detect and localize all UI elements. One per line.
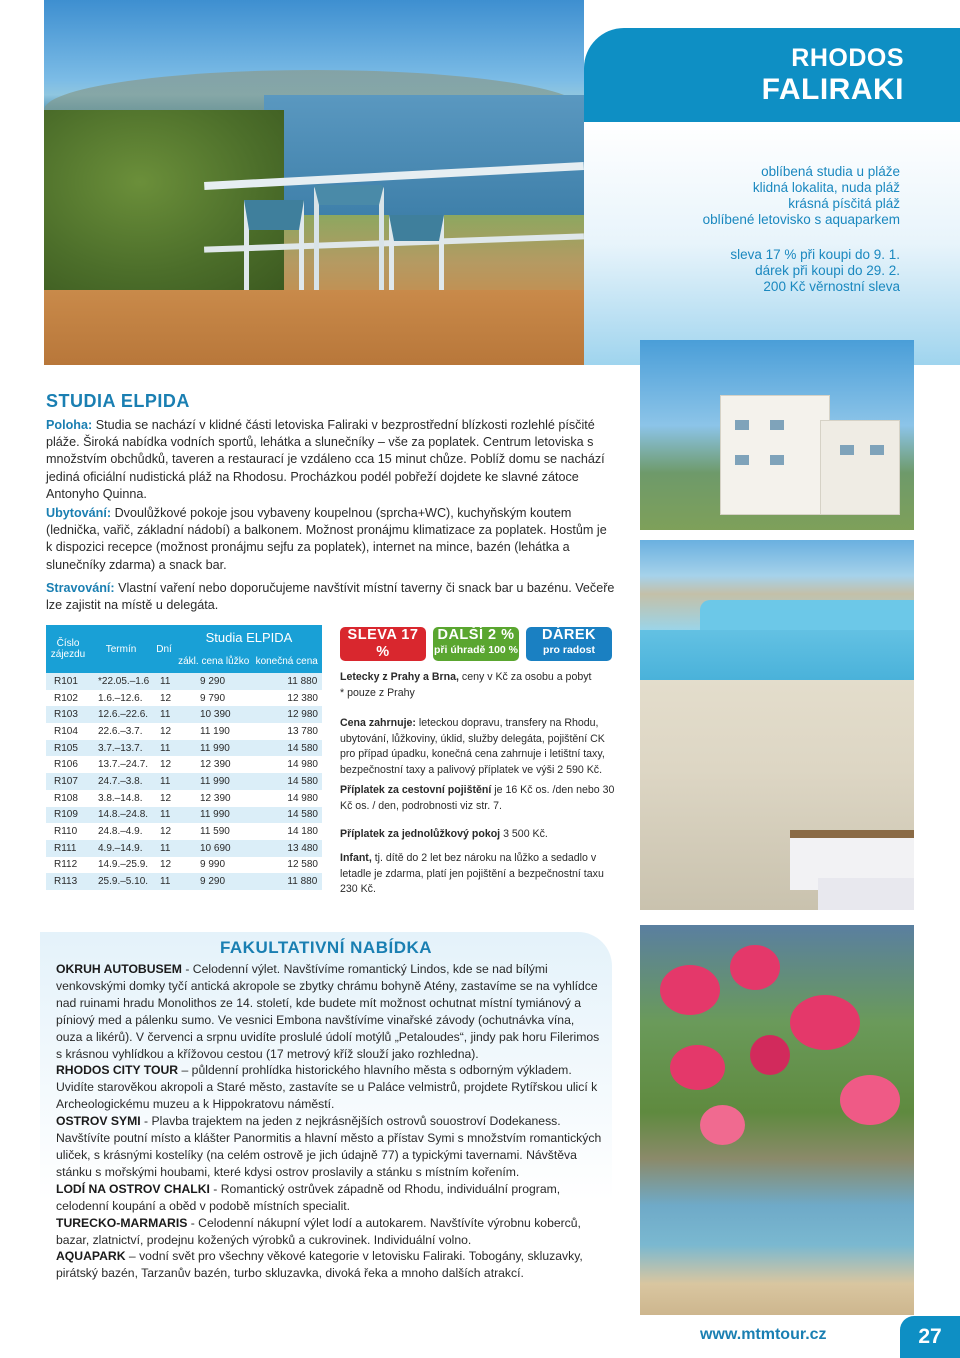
- highlight-item: krásná písčitá pláž: [788, 196, 900, 211]
- optional-trip: [56, 1215, 604, 1249]
- cell-days: 11: [152, 706, 176, 723]
- cell-term: 24.8.–4.9.: [90, 823, 152, 840]
- board-text: Vlastní vaření nebo doporučujeme navštívit místní taverny či snack bar u bazénu. Večeře lze zajistit na místě u delegáta.: [46, 581, 615, 613]
- hotel-name: STUDIA ELPIDA: [46, 391, 190, 411]
- cell-days: 11: [152, 773, 176, 790]
- cell-final-price: 14 580: [251, 740, 322, 757]
- discount-item: sleva 17 % při koupi do 9. 1.: [730, 247, 900, 262]
- cell-base-price: 9 290: [176, 873, 251, 890]
- trip-description: - Plavba trajektem na jeden z nejkrásnějších ostrovů souostroví Dodekaness. Navštívíte poutní místo a klášter Panormitis a hlavní město a přístav Symi s množstvím romantických uliček, s krásnými kostelíky (na celém ostrově je jich údajně 77) a typickými tavernami. Návštěva stánku s mořskými houbami, které kdysi ostrov proslavily a stánku s místním kořením.: [56, 1114, 602, 1179]
- resort-title: FALIRAKI: [761, 73, 904, 106]
- badge-title: SLEVA 17 %: [347, 627, 419, 660]
- side-panel: [584, 122, 960, 365]
- trip-description: - Celodenní výlet. Navštívíme romantický Lindos, kde se nad bílými venkovskými domky tyčí antická akropole se zbytky chrámu bohyně Atény, zastavíme se na vyhlídce nad ruinami hradu Monolithos ze 14. století, kde budete mít možnost ochutnat místní tymiánový a píniový med a pálenku sumo. Ve vesnici Embona navštívíme vinařské závody (ochutnávka vína, ouza a likérů). V červenci a srpnu uvidíte proslulé údolí motýlů „Petaloudes“, jindy pak horu Filerimos s krásnou vyhlídkou a křížovou cestou (17 metrový kříž slouží jako rozhledna).: [56, 962, 600, 1061]
- hotel-column-header: Studia ELPIDA: [176, 625, 322, 649]
- cell-term: 25.9.–5.10.: [90, 873, 152, 890]
- single-room-info: [340, 827, 616, 843]
- cell-term: 24.7.–3.8.: [90, 773, 152, 790]
- cell-tour-number: R112: [46, 857, 90, 874]
- highlight-item: klidná lokalita, nuda pláž: [752, 180, 900, 195]
- accommodation-paragraph: [46, 505, 616, 574]
- accommodation-label: Ubytování:: [46, 506, 112, 520]
- col-final-price-header: konečná cena: [251, 649, 322, 673]
- destination-title: [584, 28, 960, 122]
- cell-final-price: 14 580: [251, 807, 322, 824]
- col-term-header: Termín: [90, 625, 152, 673]
- cell-term: *22.05.–1.6: [90, 673, 152, 690]
- optional-trips-title: FAKULTATIVNÍ NABÍDKA: [219, 938, 433, 957]
- cell-days: 11: [152, 673, 176, 690]
- highlight-item: oblíbené letovisko s aquaparkem: [702, 212, 900, 227]
- trip-description: - Celodenní nákupní výlet lodí a autokarem. Navštívíte výrobnu koberců, bazar, zlatnictví, prodejnu kožených výrobků a cukrovinek. Individuální volno.: [56, 1215, 581, 1247]
- price-includes-info: [340, 716, 616, 778]
- table-row: [46, 807, 322, 824]
- region-title: RHODOS: [791, 44, 904, 72]
- col-number-header: Číslo zájezdu: [46, 625, 90, 673]
- table-row: [46, 857, 322, 874]
- cell-final-price: 13 780: [251, 723, 322, 740]
- cell-tour-number: R107: [46, 773, 90, 790]
- cell-final-price: 12 980: [251, 706, 322, 723]
- table-row: [46, 840, 322, 857]
- table-row: [46, 756, 322, 773]
- cell-base-price: 11 990: [176, 773, 251, 790]
- cell-base-price: 11 990: [176, 807, 251, 824]
- optional-trip: [56, 961, 604, 1062]
- infant-label: Infant,: [340, 852, 372, 864]
- trip-name: TURECKO-MARMARIS: [56, 1215, 188, 1230]
- cell-term: 14.8.–24.8.: [90, 807, 152, 824]
- badge-subtitle: při úhradě 100 %: [433, 644, 519, 656]
- table-row: [46, 673, 322, 690]
- board-label: Stravování:: [46, 581, 115, 595]
- photo-flowers-beach: [640, 925, 914, 1315]
- cell-tour-number: R104: [46, 723, 90, 740]
- location-paragraph: [46, 417, 616, 503]
- col-days-header: Dní: [152, 625, 176, 673]
- cell-days: 11: [152, 740, 176, 757]
- insurance-text: je 16 Kč os. /den nebo 30 Kč os. / den, podrobnosti viz str. 7.: [340, 784, 615, 812]
- badge-subtitle: při koupi do 9. 1.: [341, 661, 425, 673]
- price-includes-text: leteckou dopravu, transfery na Rhodu, ubytování, lůžkoviny, úklid, služby delegáta, pojištění CK pro případ úpadku, konečná cena zahrnuje i letištní taxy, bezpečnostní taxy a palivový příplatek ve výši 2 590 Kč.: [340, 717, 605, 776]
- cell-term: 1.6.–12.6.: [90, 690, 152, 707]
- cell-tour-number: R105: [46, 740, 90, 757]
- badge-title: DALŠÍ 2 %: [437, 627, 515, 643]
- insurance-info: [340, 783, 616, 814]
- cell-base-price: 12 390: [176, 790, 251, 807]
- gift-badge: [526, 627, 612, 661]
- cell-base-price: 9 290: [176, 673, 251, 690]
- cell-base-price: 11 190: [176, 723, 251, 740]
- cell-base-price: 10 690: [176, 840, 251, 857]
- table-row: [46, 706, 322, 723]
- cell-tour-number: R101: [46, 673, 90, 690]
- accommodation-text: Dvoulůžkové pokoje jsou vybaveny koupelnou (sprcha+WC), kuchyňským koutem (lednička, vařič, základní nádobí) a balkonem. Možnost pronájmu klimatizace za poplatek. Hostům je k dispozici recepce (možnost pronájmu sejfu za poplatek), internet na mince, bazén (lehátka a slunečníky zdarma) a snack bar.: [46, 506, 607, 572]
- discounts-list: [584, 247, 900, 295]
- cell-tour-number: R102: [46, 690, 90, 707]
- table-row: [46, 723, 322, 740]
- extra-discount-badge: [433, 627, 519, 661]
- cell-days: 12: [152, 756, 176, 773]
- cell-base-price: 9 990: [176, 857, 251, 874]
- location-label: Poloha:: [46, 418, 93, 432]
- flights-text: ceny v Kč za osobu a pobyt: [461, 671, 592, 683]
- insurance-label: Příplatek za cestovní pojištění: [340, 784, 492, 796]
- trip-name: OKRUH AUTOBUSEM: [56, 962, 182, 976]
- discount-badge: [340, 627, 426, 673]
- cell-tour-number: R109: [46, 807, 90, 824]
- cell-base-price: 11 590: [176, 823, 251, 840]
- badge-subtitle: pro radost: [543, 644, 595, 656]
- cell-final-price: 12 580: [251, 857, 322, 874]
- page-number: 27: [900, 1316, 960, 1358]
- single-room-label: Příplatek za jednolůžkový pokoj: [340, 828, 501, 840]
- cell-term: 13.7.–24.7.: [90, 756, 152, 773]
- cell-final-price: 12 380: [251, 690, 322, 707]
- optional-trip: [56, 1248, 604, 1282]
- trip-name: LODÍ NA OSTROV CHALKI: [56, 1181, 210, 1196]
- flights-info: [340, 670, 616, 701]
- table-row: [46, 873, 322, 890]
- cell-tour-number: R108: [46, 790, 90, 807]
- trip-name: RHODOS CITY TOUR: [56, 1063, 179, 1078]
- cell-final-price: 14 580: [251, 773, 322, 790]
- cell-tour-number: R103: [46, 706, 90, 723]
- board-paragraph: [46, 580, 616, 614]
- trip-name: AQUAPARK: [56, 1249, 126, 1264]
- cell-final-price: 14 980: [251, 790, 322, 807]
- photo-building: [640, 340, 914, 530]
- cell-final-price: 14 980: [251, 756, 322, 773]
- trip-name: OSTROV SYMI: [56, 1114, 141, 1129]
- cell-tour-number: R113: [46, 873, 90, 890]
- cell-term: 12.6.–22.6.: [90, 706, 152, 723]
- photo-pool: [640, 540, 914, 630]
- optional-trip: [56, 1181, 604, 1215]
- cell-final-price: 11 880: [251, 873, 322, 890]
- cell-days: 11: [152, 840, 176, 857]
- highlights-list: [584, 164, 900, 228]
- website-link[interactable]: www.mtmtour.cz: [700, 1326, 827, 1343]
- cell-final-price: 11 880: [251, 673, 322, 690]
- price-table: [46, 625, 322, 890]
- cell-base-price: 10 390: [176, 706, 251, 723]
- cell-base-price: 11 990: [176, 740, 251, 757]
- price-includes-label: Cena zahrnuje:: [340, 717, 416, 729]
- cell-base-price: 12 390: [176, 756, 251, 773]
- cell-term: 14.9.–25.9.: [90, 857, 152, 874]
- highlight-item: oblíbená studia u pláže: [761, 164, 900, 179]
- cell-final-price: 13 480: [251, 840, 322, 857]
- discount-item: dárek při koupi do 29. 2.: [755, 263, 900, 278]
- cell-base-price: 9 790: [176, 690, 251, 707]
- optional-trip: [56, 1062, 604, 1113]
- table-row: [46, 740, 322, 757]
- cell-days: 12: [152, 723, 176, 740]
- cell-tour-number: R106: [46, 756, 90, 773]
- cell-days: 12: [152, 823, 176, 840]
- cell-term: 3.8.–14.8.: [90, 790, 152, 807]
- location-text: Studia se nachází v klidné části letoviska Faliraki v bezprostřední blízkosti rozlehlé písčité pláže. Široká nabídka vodních sportů, lehátka a slunečníky – vše za poplatek. Centrum letoviska s množstvím obchůdků, taveren a restaurací je vzdáleno cca 15 minut chůze. Poblíž domu se nachází jediná oficiální nudistická pláž na Rhodosu. Procházkou podél pobřeží dojdete ke slavné zátoce Antonyho Quinna.: [46, 418, 605, 501]
- cell-days: 12: [152, 857, 176, 874]
- cell-tour-number: R110: [46, 823, 90, 840]
- table-row: [46, 690, 322, 707]
- flights-label: Letecky z Prahy a Brna,: [340, 671, 459, 683]
- hero-photo-terrace: [44, 0, 584, 365]
- discount-item: 200 Kč věrnostní sleva: [763, 279, 900, 294]
- single-room-text: 3 500 Kč.: [503, 828, 548, 840]
- table-row: [46, 790, 322, 807]
- table-row: [46, 823, 322, 840]
- cell-days: 12: [152, 790, 176, 807]
- cell-tour-number: R111: [46, 840, 90, 857]
- cell-term: 4.9.–14.9.: [90, 840, 152, 857]
- trip-description: – půldenní prohlídka historického hlavního města s odborným výkladem. Uvidíte starověkou akropoli a Staré město, zastavíte se u Paláce velmistrů, projdete Rytířskou ulicí k Archeologickému muzeu a k Hippokratovu náměstí.: [56, 1063, 598, 1112]
- photo-room: [640, 630, 914, 910]
- cell-days: 11: [152, 873, 176, 890]
- flights-note: * pouze z Prahy: [340, 686, 415, 699]
- cell-final-price: 14 180: [251, 823, 322, 840]
- trip-description: - Romantický ostrůvek západně od Rhodu, individuální program, celodenní koupání a oběd v podobě místních specialit.: [56, 1181, 561, 1213]
- infant-text: tj. dítě do 2 let bez nároku na lůžko a sedadlo v letadle je zdarma, platí jen pojištění a bezpečnostní taxu 230 Kč.: [340, 852, 604, 896]
- badge-title: DÁREK: [541, 627, 597, 643]
- trip-description: – vodní svět pro všechny věkové kategorie v letovisku Faliraki. Tobogány, skluzavky, pirátský bazén, Tarzanův bazén, turbo skluzavka, divoká řeka a mnoho dalších atrakcí.: [56, 1249, 583, 1281]
- optional-trips-list: [56, 961, 604, 1282]
- optional-trip: [56, 1113, 604, 1181]
- cell-term: 22.6.–3.7.: [90, 723, 152, 740]
- col-base-price-header: zákl. cena lůžko: [176, 649, 251, 673]
- cell-days: 12: [152, 690, 176, 707]
- cell-days: 11: [152, 807, 176, 824]
- cell-term: 3.7.–13.7.: [90, 740, 152, 757]
- table-row: [46, 773, 322, 790]
- infant-info: [340, 851, 616, 898]
